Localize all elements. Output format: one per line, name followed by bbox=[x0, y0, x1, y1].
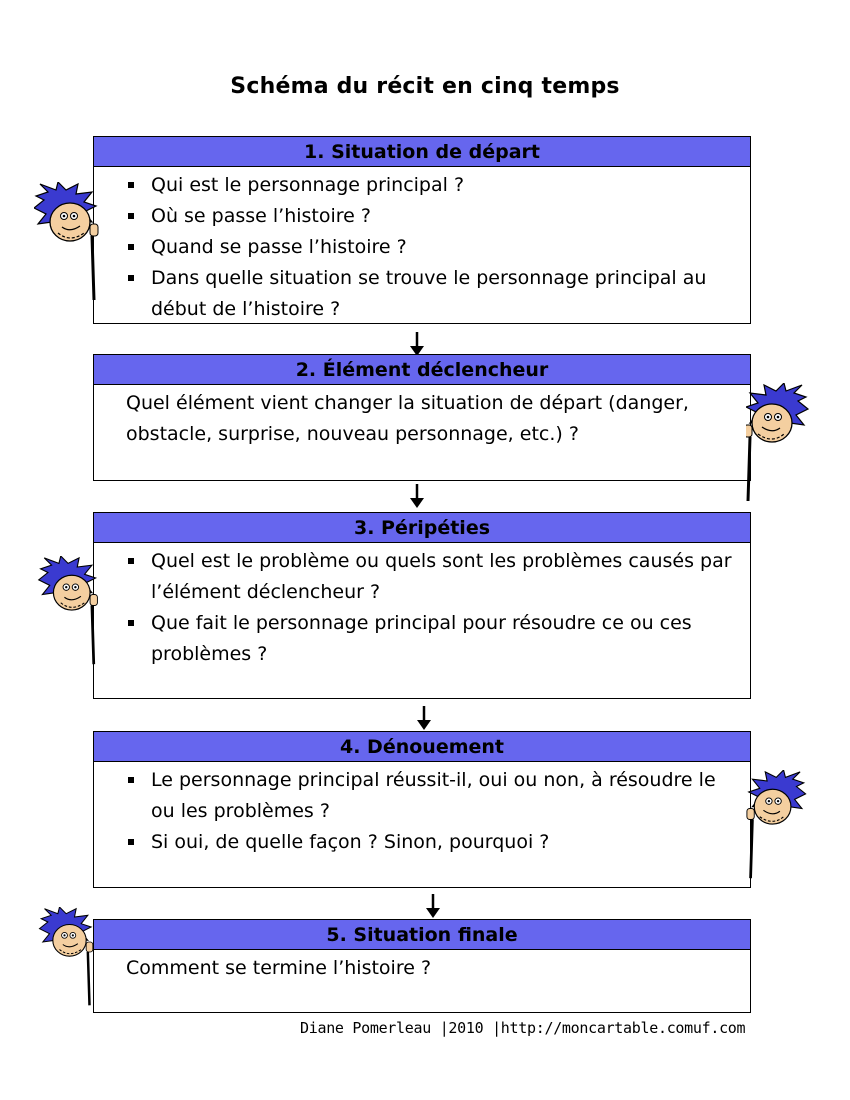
section-element-declencheur bbox=[93, 354, 751, 481]
cartoon-kid-icon bbox=[34, 182, 100, 302]
section-header: 3. Péripéties bbox=[94, 513, 750, 543]
section-header: 4. Dénouement bbox=[94, 732, 750, 762]
section-situation-finale bbox=[93, 919, 751, 1013]
section-denouement bbox=[93, 731, 751, 888]
list-item: Qui est le personnage principal ? bbox=[126, 170, 740, 201]
section-header: 5. Situation finale bbox=[94, 920, 750, 950]
down-arrow-icon bbox=[417, 706, 431, 730]
section-situation-depart bbox=[93, 136, 751, 324]
footer-credit: Diane Pomerleau |2010 |http://moncartable.comuf.com bbox=[300, 1019, 746, 1037]
section-peripeties bbox=[93, 512, 751, 699]
list-item: Quand se passe l’histoire ? bbox=[126, 232, 740, 263]
down-arrow-icon bbox=[410, 332, 424, 356]
list-item: Dans quelle situation se trouve le personnage principal au début de l’histoire ? bbox=[126, 263, 740, 325]
cartoon-kid-icon bbox=[746, 383, 812, 503]
cartoon-kid-icon bbox=[36, 556, 102, 666]
cartoon-kid-icon bbox=[34, 907, 100, 1007]
down-arrow-icon bbox=[410, 484, 424, 508]
list-item: Si oui, de quelle façon ? Sinon, pourquoi ? bbox=[126, 827, 740, 858]
page-title: Schéma du récit en cinq temps bbox=[230, 74, 620, 99]
list-item: Que fait le personnage principal pour résoudre ce ou ces problèmes ? bbox=[126, 608, 740, 670]
section-header: 2. Élément déclencheur bbox=[94, 355, 750, 385]
section-text: Quel élément vient changer la situation de départ (danger, obstacle, surprise, nouveau personnage, etc.) ? bbox=[126, 392, 689, 445]
section-body bbox=[94, 543, 750, 670]
section-text: Comment se termine l’histoire ? bbox=[126, 957, 432, 979]
list-item: Quel est le problème ou quels sont les problèmes causés par l’élément déclencheur ? bbox=[126, 546, 740, 608]
section-body bbox=[94, 762, 750, 858]
list-item: Le personnage principal réussit-il, oui ou non, à résoudre le ou les problèmes ? bbox=[126, 765, 740, 827]
section-body bbox=[94, 167, 750, 325]
section-header: 1. Situation de départ bbox=[94, 137, 750, 167]
list-item: Où se passe l’histoire ? bbox=[126, 201, 740, 232]
down-arrow-icon bbox=[426, 894, 440, 918]
cartoon-kid-icon bbox=[746, 770, 812, 880]
